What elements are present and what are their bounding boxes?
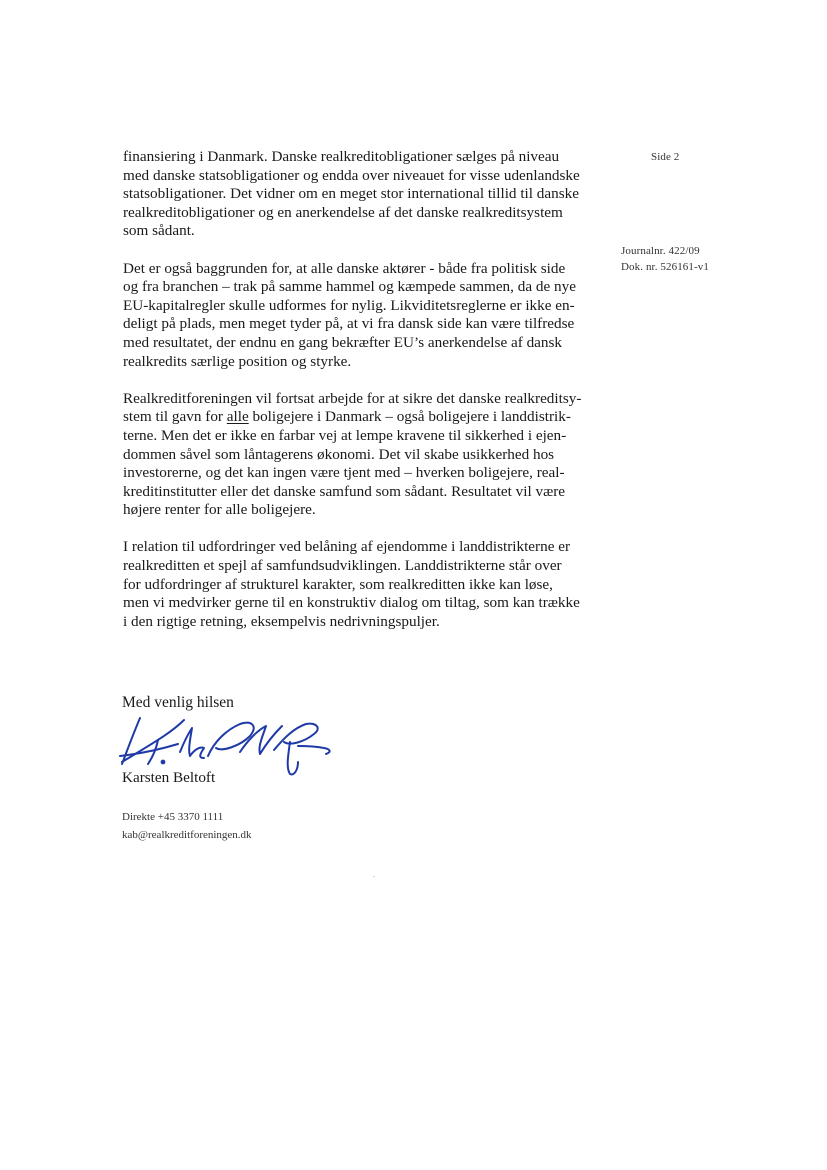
paragraph-3 <box>123 390 623 520</box>
scan-speck <box>373 876 375 877</box>
text-line: højere renter for alle boligejere. <box>123 501 316 519</box>
text-line: kreditinstitutter eller det danske samfund som sådant. Resultatet vil være <box>123 482 566 500</box>
text-line: EU-kapitalregler skulle udformes for nylig. Likviditetsreglerne er ikke en- <box>123 296 575 314</box>
text-line: finansiering i Danmark. Danske realkreditobligationer sælges på niveau <box>123 148 560 165</box>
text-line: realkreditten et spejl af samfundsudviklingen. Landdistrikterne står over <box>123 557 562 575</box>
text-line: realkredits særlige position og styrke. <box>123 352 352 370</box>
letter-body <box>123 148 623 650</box>
text-line: men vi medvirker gerne til en konstruktiv dialog om tiltag, som kan trække <box>123 594 580 612</box>
text-line: I relation til udfordringer ved belåning af ejendomme i landdistrikterne er <box>123 538 571 556</box>
text-line <box>123 408 623 427</box>
reference-block <box>621 243 709 275</box>
paragraph-4 <box>123 538 623 631</box>
text-line: dommen såvel som låntagerens økonomi. Det vil skabe usikkerhed hos <box>123 445 555 463</box>
phone-number: Direkte +45 3370 1111 <box>122 811 224 823</box>
text-line: og fra branchen – trak på samme hammel og kæmpede sammen, da de nye <box>123 278 576 296</box>
text-line: Realkreditforeningen vil fortsat arbejde for at sikre det danske realkreditsy- <box>123 389 582 407</box>
underlined-word: alle <box>226 408 249 426</box>
text-line: terne. Men det er ikke en farbar vej at lempe kravene til sikkerhed i ejen- <box>123 426 567 444</box>
text-line: Det er også baggrunden for, at alle danske aktører - både fra politisk side <box>123 259 566 277</box>
text-line: i den rigtige retning, eksempelvis nedrivningspuljer. <box>123 612 440 630</box>
page-number: Side 2 <box>651 151 680 163</box>
text-line: for udfordringer af strukturel karakter, som realkreditten ikke kan løse, <box>123 575 553 593</box>
document-number: Dok. nr. 526161-v1 <box>621 261 709 273</box>
text-line: med danske statsobligationer og endda over niveauet for visse udenlandske <box>123 166 580 184</box>
closing-greeting: Med venlig hilsen <box>122 694 234 711</box>
journal-number: Journalnr. 422/09 <box>621 245 700 257</box>
signer-name: Karsten Beltoft <box>122 769 216 786</box>
text-line: investorerne, og det kan ingen være tjent med – hverken boligejere, real- <box>123 464 565 482</box>
text-line: realkreditobligationer og en anerkendelse af det danske realkreditsystem <box>123 203 563 221</box>
email-address: kab@realkreditforeningen.dk <box>122 829 252 841</box>
text-line: med resultatet, der endnu en gang bekræfter EU’s anerkendelse af dansk <box>123 333 563 351</box>
contact-info <box>122 808 252 844</box>
text-line: statsobligationer. Det vidner om en meget stor international tillid til danske <box>123 185 579 203</box>
text-line: som sådant. <box>123 222 195 240</box>
text-segment: boligejere i Danmark – også boligejere i landdistrik- <box>248 408 571 426</box>
paragraph-2 <box>123 260 623 372</box>
text-segment: stem til gavn for <box>123 408 227 426</box>
text-line: deligt på plads, men meget tyder på, at vi fra dansk side kan være tilfredse <box>123 315 575 333</box>
paragraph-1 <box>123 148 623 241</box>
